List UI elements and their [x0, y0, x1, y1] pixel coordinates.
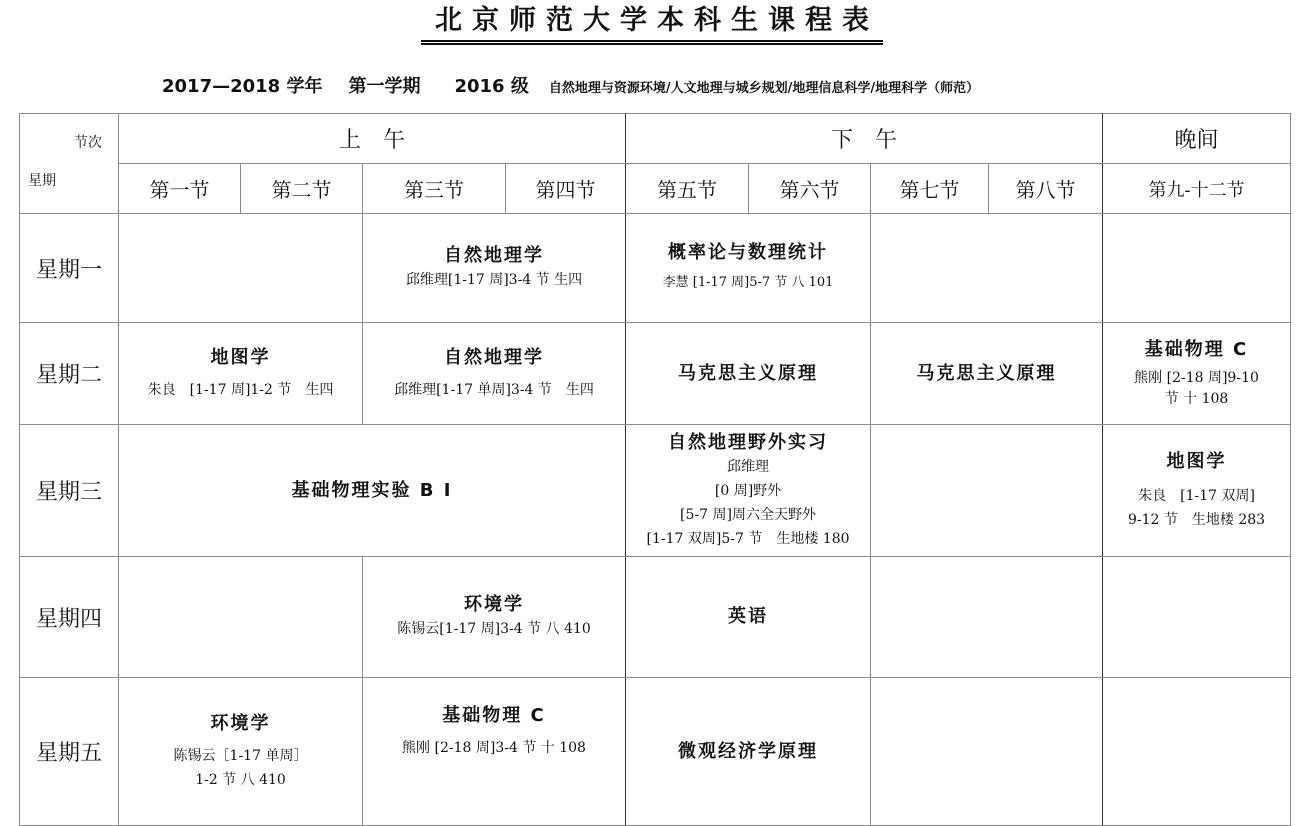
- corner-label-weekday: 星期: [28, 173, 56, 189]
- session-header-2: 第二节: [241, 164, 363, 214]
- session-header-4: 第四节: [506, 164, 626, 214]
- course-info: 1-2 节 八 410: [195, 771, 286, 788]
- course-name: 马克思主义原理: [678, 362, 819, 384]
- session-header-1: 第一节: [119, 164, 241, 214]
- course-name: 英语: [728, 606, 769, 627]
- course-schedule-table: [19, 113, 1291, 826]
- period-header-afternoon: 下 午: [626, 114, 1103, 164]
- empty-cell: [871, 425, 1103, 557]
- course-info: [1-17 双周]5-7 节 生地楼 180: [646, 530, 850, 547]
- course-info: 邱维理[1-17 单周]3-4 节 生四: [394, 381, 594, 398]
- session-header-3: 第三节: [363, 164, 506, 214]
- corner-header-cell: [20, 114, 119, 214]
- day-label-wednesday: 星期三: [20, 425, 119, 557]
- empty-cell: [119, 557, 363, 678]
- course-cell[interactable]: [1103, 425, 1291, 557]
- course-info: 9-12 节 生地楼 283: [1127, 511, 1266, 528]
- majors: 自然地理与资源环境/人文地理与城乡规划/地理信息科学/地理科学（师范）: [548, 81, 980, 96]
- period-header-morning: 上 午: [119, 114, 626, 164]
- table-row-friday: [20, 678, 1291, 826]
- course-name: 基础物理 C: [442, 705, 546, 726]
- session-header-9-12: 第九-十二节: [1103, 164, 1291, 214]
- course-cell[interactable]: [626, 214, 871, 323]
- session-header-5: 第五节: [626, 164, 749, 214]
- document-title-block: [0, 4, 1304, 45]
- course-info: 熊刚 [2-18 周]9-10: [1134, 369, 1259, 386]
- empty-cell: [1103, 557, 1291, 678]
- course-name: 马克思主义原理: [916, 362, 1057, 384]
- course-cell[interactable]: [119, 425, 626, 557]
- course-name: 自然地理学: [444, 245, 544, 266]
- course-cell[interactable]: [363, 214, 626, 323]
- document-subtitle: [162, 72, 979, 98]
- empty-cell: [1103, 678, 1291, 826]
- empty-cell: [871, 678, 1103, 826]
- course-info: 朱良 [1-17 双周]: [1138, 487, 1255, 504]
- course-name: 基础物理实验 B Ⅰ: [291, 479, 453, 501]
- table-row-tuesday: [20, 323, 1291, 425]
- course-cell[interactable]: [626, 678, 871, 826]
- corner-label-session: 节次: [74, 135, 102, 151]
- course-info: 李慧 [1-17 周]5-7 节 八 101: [662, 275, 834, 290]
- course-name: 环境学: [210, 712, 271, 734]
- session-header-6: 第六节: [749, 164, 871, 214]
- semester: 第一学期: [348, 76, 421, 97]
- course-info: 节 十 108: [1164, 390, 1229, 407]
- course-cell[interactable]: [119, 678, 363, 826]
- day-label-thursday: 星期四: [20, 557, 119, 678]
- course-info: 陈锡云［1-17 单周］: [173, 747, 308, 764]
- header-row-sessions: [20, 164, 1291, 214]
- course-info: 熊刚 [2-18 周]3-4 节 十 108: [402, 740, 586, 756]
- table-row-monday: [20, 214, 1291, 323]
- course-info: 邱维理[1-17 周]3-4 节 生四: [405, 272, 583, 288]
- course-info: [5-7 周]周六全天野外: [680, 506, 816, 523]
- course-cell[interactable]: [363, 557, 626, 678]
- period-header-evening: 晚间: [1103, 114, 1291, 164]
- course-name: 概率论与数理统计: [668, 242, 829, 263]
- course-name: 环境学: [464, 594, 524, 615]
- course-name: 地图学: [1166, 450, 1227, 472]
- course-info: [0 周]野外: [714, 482, 782, 499]
- course-cell[interactable]: [363, 323, 626, 425]
- course-info: 朱良 [1-17 周]1-2 节 生四: [147, 381, 334, 398]
- course-info: 陈锡云[1-17 周]3-4 节 八 410: [397, 621, 591, 637]
- course-name: 自然地理学: [444, 346, 544, 368]
- academic-year: 2017—2018 学年: [162, 76, 323, 97]
- day-label-friday: 星期五: [20, 678, 119, 826]
- course-cell[interactable]: [626, 425, 871, 557]
- course-cell[interactable]: [363, 678, 626, 826]
- course-name: 自然地理野外实习: [668, 431, 829, 453]
- empty-cell: [1103, 214, 1291, 323]
- header-row-periods: [20, 114, 1291, 164]
- course-info: 邱维理: [727, 458, 770, 475]
- course-name: 微观经济学原理: [678, 740, 819, 762]
- course-cell[interactable]: [626, 323, 871, 425]
- document-title: 北京师范大学本科生课程表: [421, 4, 883, 45]
- course-cell[interactable]: [626, 557, 871, 678]
- empty-cell: [119, 214, 363, 323]
- table-row-wednesday: [20, 425, 1291, 557]
- empty-cell: [871, 214, 1103, 323]
- day-label-tuesday: 星期二: [20, 323, 119, 425]
- course-cell[interactable]: [119, 323, 363, 425]
- course-cell[interactable]: [1103, 323, 1291, 425]
- empty-cell: [871, 557, 1103, 678]
- course-name: 地图学: [210, 346, 271, 368]
- table-row-thursday: [20, 557, 1291, 678]
- course-name: 基础物理 C: [1144, 338, 1249, 360]
- session-header-7: 第七节: [871, 164, 989, 214]
- day-label-monday: 星期一: [20, 214, 119, 323]
- grade: 2016 级: [454, 76, 529, 97]
- course-cell[interactable]: [871, 323, 1103, 425]
- session-header-8: 第八节: [989, 164, 1103, 214]
